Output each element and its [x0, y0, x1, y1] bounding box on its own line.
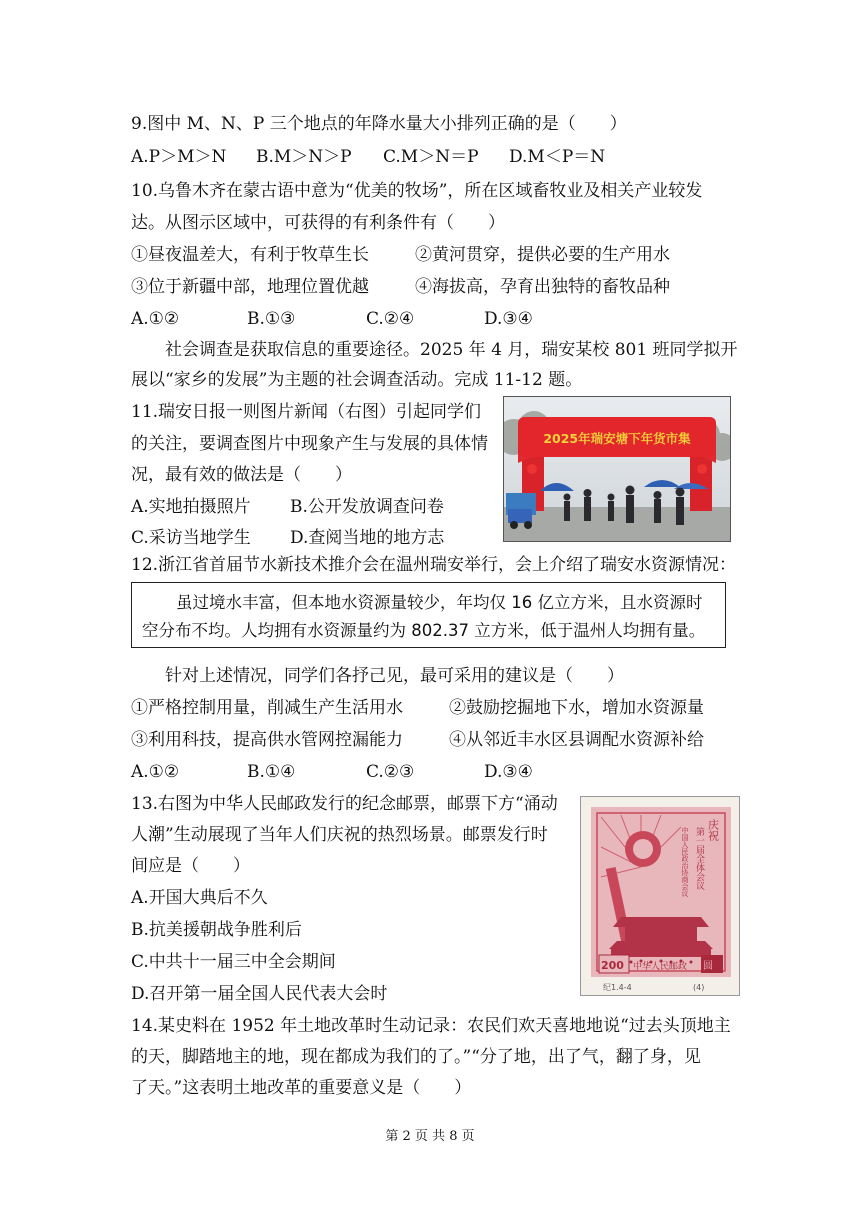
- q12-box-line-1: 虽过境水丰富，但本地水资源量较少，年均仅 16 亿立方米，且水资源时: [176, 593, 703, 612]
- q12-item-2: ②鼓励挖掘地下水，增加水资源量: [449, 698, 704, 718]
- stamp-country: 中华人民邮政: [633, 962, 688, 972]
- q13-option-b: B.抗美援朝战争胜利后: [131, 920, 302, 940]
- q11-stem-line-2: 的关注，要调查图片中现象产生与发展的具体情: [131, 434, 488, 454]
- q10-stem-line-2: 达。从图示区域中，可获得的有利条件有（ ）: [131, 213, 505, 233]
- q11-option-d: D.查阅当地的地方志: [290, 528, 445, 548]
- q12-option-a: A.①②: [131, 762, 180, 782]
- q10-option-b: B.①③: [247, 309, 296, 329]
- q12-option-d: D.③④: [484, 762, 533, 782]
- tricycle: [508, 509, 532, 523]
- q11-option-a: A.实地拍摄照片: [131, 497, 251, 517]
- q12-lead: 针对上述情况，同学们各抒己见，最可采用的建议是（ ）: [165, 666, 624, 686]
- commemorative-stamp: [580, 796, 740, 996]
- q11-option-b: B.公开发放调查问卷: [290, 497, 444, 517]
- gate-banner-text: 2025年瑞安塘下年货市集: [543, 431, 691, 446]
- q9-stem: 9.图中 M、N、P 三个地点的年降水量大小排列正确的是（ ）: [131, 114, 627, 134]
- q9-option-a: A.P＞M＞N: [131, 147, 227, 167]
- q10-item-2: ②黄河贯穿，提供必要的生产用水: [415, 245, 670, 265]
- q14-stem-line-1: 14.某史料在 1952 年土地改革时生动记录：农民们欢天喜地地说“过去头顶地主: [131, 1016, 731, 1036]
- q9-option-d: D.M＜P＝N: [509, 147, 606, 167]
- q10-option-c: C.②④: [366, 309, 415, 329]
- stamp-value: 200: [601, 959, 624, 972]
- q13-stem-line-1: 13.右图为中华人民邮政发行的纪念邮票，邮票下方“涌动: [131, 794, 558, 814]
- q14-stem-line-3: 了天。”这表明土地改革的重要意义是（ ）: [131, 1078, 472, 1098]
- q10-item-4: ④海拔高，孕育出独特的畜牧品种: [415, 277, 670, 297]
- q12-box-line-2: 空分布不均。人均拥有水资源量约为 802.37 立方米，低于温州人均拥有量。: [142, 621, 706, 640]
- q13-option-a: A.开国大典后不久: [131, 888, 268, 908]
- stamp-serial: (4): [693, 983, 705, 992]
- q12-item-3: ③利用科技，提高供水管网控漏能力: [131, 730, 403, 750]
- q10-option-d: D.③④: [484, 309, 533, 329]
- q12-info-box: [131, 582, 726, 648]
- q13-option-d: D.召开第一届全国人民代表大会时: [131, 984, 388, 1004]
- intro-11-12-line-1: 社会调查是获取信息的重要途径。2025 年 4 月，瑞安某校 801 班同学拟开: [165, 340, 738, 360]
- q11-option-c: C.采访当地学生: [131, 528, 251, 548]
- q13-stem-line-2: 人潮”生动展现了当年人们庆祝的热烈场景。邮票发行时: [131, 825, 548, 845]
- stamp-unit: 圆: [703, 961, 713, 972]
- q13-option-c: C.中共十一届三中全会期间: [131, 952, 336, 972]
- page-footer: 第 2 页 共 8 页: [385, 1129, 475, 1144]
- q12-option-b: B.①④: [247, 762, 296, 782]
- q12-item-1: ①严格控制用量，削减生产生活用水: [131, 698, 403, 718]
- q9-option-b: B.M＞N＞P: [256, 147, 352, 167]
- q10-stem-line-1: 10.乌鲁木齐在蒙古语中意为“优美的牧场”，所在区域畜牧业及相关产业较发: [131, 181, 703, 201]
- stamp-top-text: 中国人民政治协商会议: [681, 827, 689, 897]
- stamp-title-text: 第一届全体会议: [694, 827, 704, 890]
- q12-stem: 12.浙江省首届节水新技术推介会在温州瑞安举行，会上介绍了瑞安水资源情况：: [131, 555, 737, 575]
- q12-option-c: C.②③: [366, 762, 415, 782]
- q11-stem-line-3: 况，最有效的做法是（ ）: [131, 465, 352, 485]
- q10-item-1: ①昼夜温差大，有利于牧草生长: [131, 245, 369, 265]
- q11-stem-line-1: 11.瑞安日报一则图片新闻（右图）引起同学们: [131, 402, 482, 422]
- q9-option-c: C.M＞N＝P: [383, 147, 479, 167]
- q12-item-4: ④从邻近丰水区县调配水资源补给: [449, 730, 704, 750]
- stamp-code: 纪1.4-4: [603, 983, 632, 992]
- q10-option-a: A.①②: [131, 309, 180, 329]
- stamp-side-text: 庆祝: [706, 819, 720, 841]
- news-photo: [503, 396, 731, 542]
- q10-item-3: ③位于新疆中部，地理位置优越: [131, 277, 369, 297]
- intro-11-12-line-2: 展以“家乡的发展”为主题的社会调查活动。完成 11-12 题。: [131, 370, 583, 390]
- q14-stem-line-2: 的天，脚踏地主的地，现在都成为我们的了。”“分了地，出了气，翻了身，见: [131, 1047, 701, 1067]
- q13-stem-line-3: 间应是（ ）: [131, 856, 250, 876]
